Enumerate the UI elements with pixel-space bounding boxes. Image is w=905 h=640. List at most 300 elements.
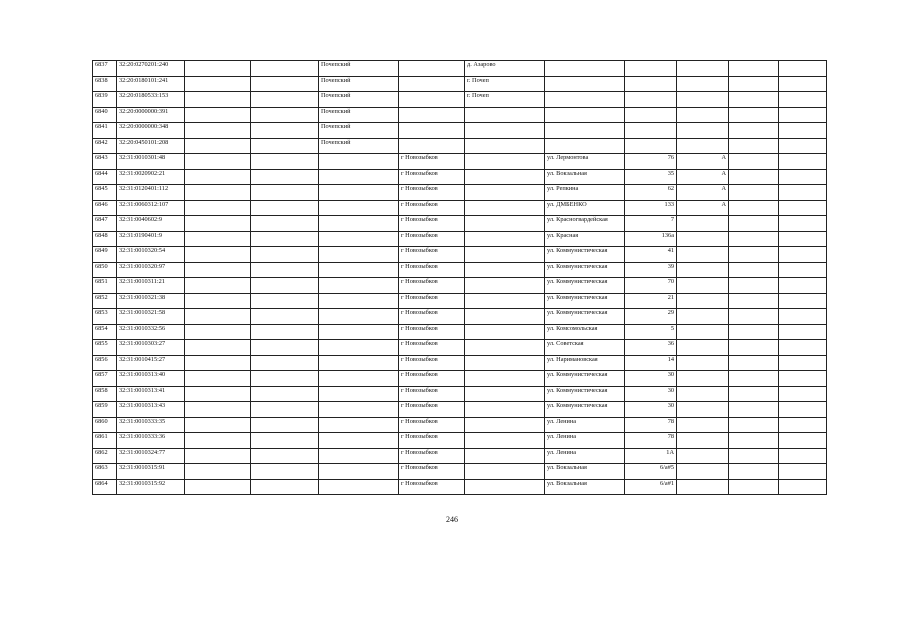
- cadastral-number-cell: 32:20:0180101:241: [117, 76, 185, 92]
- registry-table: [92, 60, 827, 495]
- row-id-cell: 6840: [93, 107, 117, 123]
- city-cell: г Новозыбков: [399, 340, 465, 356]
- cadastral-number-cell: 32:31:0010332:56: [117, 324, 185, 340]
- house-number-cell: 30: [625, 386, 677, 402]
- row-id-cell: 6847: [93, 216, 117, 232]
- building-letter-cell: [677, 76, 729, 92]
- empty-cell: [251, 76, 319, 92]
- empty-cell: [729, 262, 779, 278]
- city-cell: г Новозыбков: [399, 169, 465, 185]
- empty-cell: [251, 216, 319, 232]
- empty-cell: [251, 200, 319, 216]
- empty-cell: [185, 216, 251, 232]
- building-letter-cell: [677, 92, 729, 108]
- city-cell: [399, 138, 465, 154]
- empty-cell: [251, 448, 319, 464]
- building-letter-cell: [677, 123, 729, 139]
- empty-cell: [185, 402, 251, 418]
- settlement-cell: [465, 216, 545, 232]
- row-id-cell: 6846: [93, 200, 117, 216]
- row-id-cell: 6860: [93, 417, 117, 433]
- district-cell: [319, 154, 399, 170]
- empty-cell: [251, 138, 319, 154]
- empty-cell: [251, 371, 319, 387]
- empty-cell: [185, 169, 251, 185]
- empty-cell: [779, 448, 827, 464]
- district-cell: [319, 293, 399, 309]
- empty-cell: [251, 293, 319, 309]
- table-row: [93, 138, 827, 154]
- empty-cell: [185, 371, 251, 387]
- district-cell: [319, 433, 399, 449]
- table-row: [93, 417, 827, 433]
- house-number-cell: 78: [625, 417, 677, 433]
- settlement-cell: [465, 138, 545, 154]
- building-letter-cell: [677, 464, 729, 480]
- empty-cell: [779, 247, 827, 263]
- empty-cell: [729, 107, 779, 123]
- settlement-cell: [465, 169, 545, 185]
- empty-cell: [251, 92, 319, 108]
- district-cell: [319, 278, 399, 294]
- row-id-cell: 6848: [93, 231, 117, 247]
- cadastral-number-cell: 32:31:0010301:48: [117, 154, 185, 170]
- table-row: [93, 448, 827, 464]
- empty-cell: [185, 309, 251, 325]
- house-number-cell: 30: [625, 371, 677, 387]
- row-id-cell: 6837: [93, 61, 117, 77]
- building-letter-cell: [677, 371, 729, 387]
- settlement-cell: [465, 324, 545, 340]
- building-letter-cell: [677, 107, 729, 123]
- row-id-cell: 6864: [93, 479, 117, 495]
- empty-cell: [251, 479, 319, 495]
- table-row: [93, 371, 827, 387]
- district-cell: [319, 185, 399, 201]
- empty-cell: [251, 262, 319, 278]
- city-cell: г Новозыбков: [399, 355, 465, 371]
- building-letter-cell: [677, 402, 729, 418]
- city-cell: г Новозыбков: [399, 200, 465, 216]
- empty-cell: [779, 200, 827, 216]
- street-cell: ул. Красногвардейская: [545, 216, 625, 232]
- table-row: [93, 278, 827, 294]
- street-cell: ул. Коммунистическая: [545, 309, 625, 325]
- empty-cell: [251, 107, 319, 123]
- settlement-cell: [465, 107, 545, 123]
- settlement-cell: [465, 386, 545, 402]
- empty-cell: [251, 340, 319, 356]
- empty-cell: [729, 479, 779, 495]
- cadastral-number-cell: 32:31:0010311:21: [117, 278, 185, 294]
- building-letter-cell: [677, 61, 729, 77]
- street-cell: ул. Коммунистическая: [545, 262, 625, 278]
- building-letter-cell: А: [677, 200, 729, 216]
- city-cell: [399, 107, 465, 123]
- table-row: [93, 386, 827, 402]
- city-cell: г Новозыбков: [399, 371, 465, 387]
- empty-cell: [779, 76, 827, 92]
- empty-cell: [729, 185, 779, 201]
- house-number-cell: [625, 61, 677, 77]
- district-cell: Почепский: [319, 61, 399, 77]
- table-row: [93, 340, 827, 356]
- empty-cell: [185, 92, 251, 108]
- city-cell: [399, 76, 465, 92]
- cadastral-number-cell: 32:31:0010313:43: [117, 402, 185, 418]
- city-cell: г Новозыбков: [399, 185, 465, 201]
- table-body: [93, 61, 827, 495]
- empty-cell: [251, 355, 319, 371]
- district-cell: [319, 200, 399, 216]
- row-id-cell: 6851: [93, 278, 117, 294]
- empty-cell: [251, 309, 319, 325]
- empty-cell: [729, 138, 779, 154]
- street-cell: ул. Наримановская: [545, 355, 625, 371]
- table-row: [93, 76, 827, 92]
- house-number-cell: [625, 107, 677, 123]
- empty-cell: [185, 417, 251, 433]
- table-row: [93, 293, 827, 309]
- empty-cell: [779, 355, 827, 371]
- row-id-cell: 6841: [93, 123, 117, 139]
- street-cell: ул. Ленина: [545, 433, 625, 449]
- empty-cell: [185, 340, 251, 356]
- district-cell: [319, 231, 399, 247]
- empty-cell: [185, 262, 251, 278]
- row-id-cell: 6861: [93, 433, 117, 449]
- street-cell: ул. Ленина: [545, 448, 625, 464]
- empty-cell: [185, 386, 251, 402]
- street-cell: ул. Коммунистическая: [545, 247, 625, 263]
- empty-cell: [251, 433, 319, 449]
- house-number-cell: 21: [625, 293, 677, 309]
- district-cell: [319, 169, 399, 185]
- row-id-cell: 6856: [93, 355, 117, 371]
- building-letter-cell: [677, 355, 729, 371]
- empty-cell: [251, 123, 319, 139]
- district-cell: [319, 417, 399, 433]
- city-cell: г Новозыбков: [399, 309, 465, 325]
- empty-cell: [729, 309, 779, 325]
- district-cell: [319, 402, 399, 418]
- house-number-cell: 70: [625, 278, 677, 294]
- empty-cell: [185, 247, 251, 263]
- row-id-cell: 6859: [93, 402, 117, 418]
- settlement-cell: [465, 433, 545, 449]
- cadastral-number-cell: 32:31:0020902:21: [117, 169, 185, 185]
- empty-cell: [779, 278, 827, 294]
- empty-cell: [251, 154, 319, 170]
- cadastral-number-cell: 32:31:0010415:27: [117, 355, 185, 371]
- settlement-cell: [465, 123, 545, 139]
- house-number-cell: 6/а#1: [625, 479, 677, 495]
- empty-cell: [729, 464, 779, 480]
- table-row: [93, 479, 827, 495]
- settlement-cell: [465, 278, 545, 294]
- district-cell: [319, 448, 399, 464]
- street-cell: ул. Вокзальная: [545, 464, 625, 480]
- empty-cell: [185, 464, 251, 480]
- empty-cell: [185, 185, 251, 201]
- empty-cell: [779, 216, 827, 232]
- house-number-cell: 30: [625, 402, 677, 418]
- street-cell: [545, 138, 625, 154]
- district-cell: [319, 464, 399, 480]
- table-row: [93, 61, 827, 77]
- street-cell: ул. Ленина: [545, 417, 625, 433]
- street-cell: [545, 92, 625, 108]
- empty-cell: [779, 324, 827, 340]
- house-number-cell: 136а: [625, 231, 677, 247]
- empty-cell: [251, 169, 319, 185]
- house-number-cell: 76: [625, 154, 677, 170]
- building-letter-cell: А: [677, 185, 729, 201]
- table-row: [93, 262, 827, 278]
- cadastral-number-cell: 32:31:0010333:35: [117, 417, 185, 433]
- empty-cell: [729, 200, 779, 216]
- building-letter-cell: [677, 138, 729, 154]
- row-id-cell: 6842: [93, 138, 117, 154]
- empty-cell: [779, 402, 827, 418]
- empty-cell: [185, 324, 251, 340]
- row-id-cell: 6852: [93, 293, 117, 309]
- table-row: [93, 433, 827, 449]
- house-number-cell: 14: [625, 355, 677, 371]
- empty-cell: [185, 433, 251, 449]
- city-cell: г Новозыбков: [399, 216, 465, 232]
- street-cell: ул. Красная: [545, 231, 625, 247]
- empty-cell: [779, 417, 827, 433]
- building-letter-cell: [677, 417, 729, 433]
- district-cell: [319, 340, 399, 356]
- empty-cell: [729, 92, 779, 108]
- empty-cell: [729, 123, 779, 139]
- building-letter-cell: [677, 216, 729, 232]
- building-letter-cell: [677, 293, 729, 309]
- empty-cell: [185, 448, 251, 464]
- empty-cell: [251, 185, 319, 201]
- house-number-cell: 39: [625, 262, 677, 278]
- settlement-cell: [465, 479, 545, 495]
- empty-cell: [185, 123, 251, 139]
- empty-cell: [779, 293, 827, 309]
- district-cell: Почепский: [319, 76, 399, 92]
- row-id-cell: 6845: [93, 185, 117, 201]
- building-letter-cell: [677, 247, 729, 263]
- street-cell: ул. Коммунистическая: [545, 278, 625, 294]
- cadastral-number-cell: 32:31:0010313:40: [117, 371, 185, 387]
- city-cell: г Новозыбков: [399, 386, 465, 402]
- empty-cell: [779, 371, 827, 387]
- settlement-cell: [465, 309, 545, 325]
- table-row: [93, 355, 827, 371]
- empty-cell: [251, 278, 319, 294]
- empty-cell: [251, 231, 319, 247]
- table-row: [93, 123, 827, 139]
- settlement-cell: [465, 262, 545, 278]
- table-row: [93, 324, 827, 340]
- city-cell: [399, 61, 465, 77]
- empty-cell: [729, 417, 779, 433]
- empty-cell: [779, 92, 827, 108]
- empty-cell: [729, 324, 779, 340]
- empty-cell: [185, 278, 251, 294]
- city-cell: г Новозыбков: [399, 278, 465, 294]
- city-cell: [399, 92, 465, 108]
- empty-cell: [729, 247, 779, 263]
- house-number-cell: 7: [625, 216, 677, 232]
- cadastral-number-cell: 32:31:0010321:38: [117, 293, 185, 309]
- house-number-cell: [625, 123, 677, 139]
- empty-cell: [779, 123, 827, 139]
- settlement-cell: [465, 247, 545, 263]
- district-cell: [319, 371, 399, 387]
- settlement-cell: [465, 371, 545, 387]
- empty-cell: [185, 293, 251, 309]
- settlement-cell: г. Почеп: [465, 76, 545, 92]
- empty-cell: [729, 433, 779, 449]
- empty-cell: [779, 479, 827, 495]
- empty-cell: [185, 479, 251, 495]
- empty-cell: [779, 231, 827, 247]
- table-row: [93, 309, 827, 325]
- cadastral-number-cell: 32:20:0450101:208: [117, 138, 185, 154]
- empty-cell: [251, 61, 319, 77]
- city-cell: г Новозыбков: [399, 448, 465, 464]
- settlement-cell: [465, 154, 545, 170]
- empty-cell: [729, 61, 779, 77]
- page-number: 246: [446, 515, 458, 524]
- cadastral-number-cell: 32:31:0060312:107: [117, 200, 185, 216]
- empty-cell: [729, 154, 779, 170]
- empty-cell: [729, 231, 779, 247]
- district-cell: [319, 355, 399, 371]
- row-id-cell: 6858: [93, 386, 117, 402]
- empty-cell: [729, 293, 779, 309]
- empty-cell: [729, 216, 779, 232]
- table-row: [93, 200, 827, 216]
- cadastral-number-cell: 32:31:0040602:9: [117, 216, 185, 232]
- street-cell: [545, 123, 625, 139]
- row-id-cell: 6853: [93, 309, 117, 325]
- empty-cell: [729, 76, 779, 92]
- settlement-cell: [465, 293, 545, 309]
- street-cell: ул. Комсомольская: [545, 324, 625, 340]
- settlement-cell: [465, 200, 545, 216]
- empty-cell: [779, 169, 827, 185]
- empty-cell: [251, 247, 319, 263]
- table-row: [93, 107, 827, 123]
- building-letter-cell: [677, 448, 729, 464]
- empty-cell: [729, 386, 779, 402]
- building-letter-cell: [677, 479, 729, 495]
- house-number-cell: 62: [625, 185, 677, 201]
- street-cell: ул. ДМБЕНКО: [545, 200, 625, 216]
- settlement-cell: [465, 185, 545, 201]
- row-id-cell: 6838: [93, 76, 117, 92]
- house-number-cell: [625, 138, 677, 154]
- empty-cell: [779, 309, 827, 325]
- street-cell: ул. Коммунистическая: [545, 293, 625, 309]
- district-cell: [319, 479, 399, 495]
- district-cell: Почепский: [319, 123, 399, 139]
- building-letter-cell: А: [677, 154, 729, 170]
- building-letter-cell: [677, 309, 729, 325]
- district-cell: [319, 386, 399, 402]
- empty-cell: [779, 61, 827, 77]
- city-cell: г Новозыбков: [399, 247, 465, 263]
- empty-cell: [779, 433, 827, 449]
- empty-cell: [779, 262, 827, 278]
- row-id-cell: 6854: [93, 324, 117, 340]
- building-letter-cell: [677, 340, 729, 356]
- row-id-cell: 6857: [93, 371, 117, 387]
- city-cell: г Новозыбков: [399, 231, 465, 247]
- district-cell: [319, 216, 399, 232]
- district-cell: Почепский: [319, 138, 399, 154]
- empty-cell: [185, 61, 251, 77]
- building-letter-cell: [677, 324, 729, 340]
- building-letter-cell: [677, 231, 729, 247]
- empty-cell: [185, 107, 251, 123]
- empty-cell: [251, 402, 319, 418]
- building-letter-cell: [677, 262, 729, 278]
- street-cell: ул. Репкина: [545, 185, 625, 201]
- building-letter-cell: [677, 433, 729, 449]
- house-number-cell: 78: [625, 433, 677, 449]
- street-cell: ул. Коммунистическая: [545, 402, 625, 418]
- table-row: [93, 216, 827, 232]
- street-cell: ул. Коммунистическая: [545, 386, 625, 402]
- row-id-cell: 6855: [93, 340, 117, 356]
- cadastral-number-cell: 32:31:0010324:77: [117, 448, 185, 464]
- cadastral-number-cell: 32:31:0010320:54: [117, 247, 185, 263]
- empty-cell: [779, 154, 827, 170]
- empty-cell: [251, 324, 319, 340]
- empty-cell: [185, 76, 251, 92]
- empty-cell: [779, 107, 827, 123]
- empty-cell: [185, 231, 251, 247]
- settlement-cell: [465, 464, 545, 480]
- settlement-cell: [465, 402, 545, 418]
- empty-cell: [779, 185, 827, 201]
- empty-cell: [251, 386, 319, 402]
- street-cell: [545, 76, 625, 92]
- table-row: [93, 92, 827, 108]
- cadastral-number-cell: 32:20:0000000:348: [117, 123, 185, 139]
- settlement-cell: [465, 417, 545, 433]
- street-cell: ул. Лермонтова: [545, 154, 625, 170]
- settlement-cell: д. Азарово: [465, 61, 545, 77]
- cadastral-number-cell: 32:20:0000000:391: [117, 107, 185, 123]
- cadastral-number-cell: 32:31:0010320:97: [117, 262, 185, 278]
- table-row: [93, 247, 827, 263]
- settlement-cell: [465, 340, 545, 356]
- city-cell: г Новозыбков: [399, 262, 465, 278]
- row-id-cell: 6862: [93, 448, 117, 464]
- row-id-cell: 6843: [93, 154, 117, 170]
- settlement-cell: [465, 448, 545, 464]
- empty-cell: [185, 200, 251, 216]
- cadastral-number-cell: 32:31:0010333:36: [117, 433, 185, 449]
- empty-cell: [729, 169, 779, 185]
- empty-cell: [185, 138, 251, 154]
- district-cell: [319, 262, 399, 278]
- cadastral-number-cell: 32:31:0010321:58: [117, 309, 185, 325]
- empty-cell: [779, 386, 827, 402]
- empty-cell: [729, 355, 779, 371]
